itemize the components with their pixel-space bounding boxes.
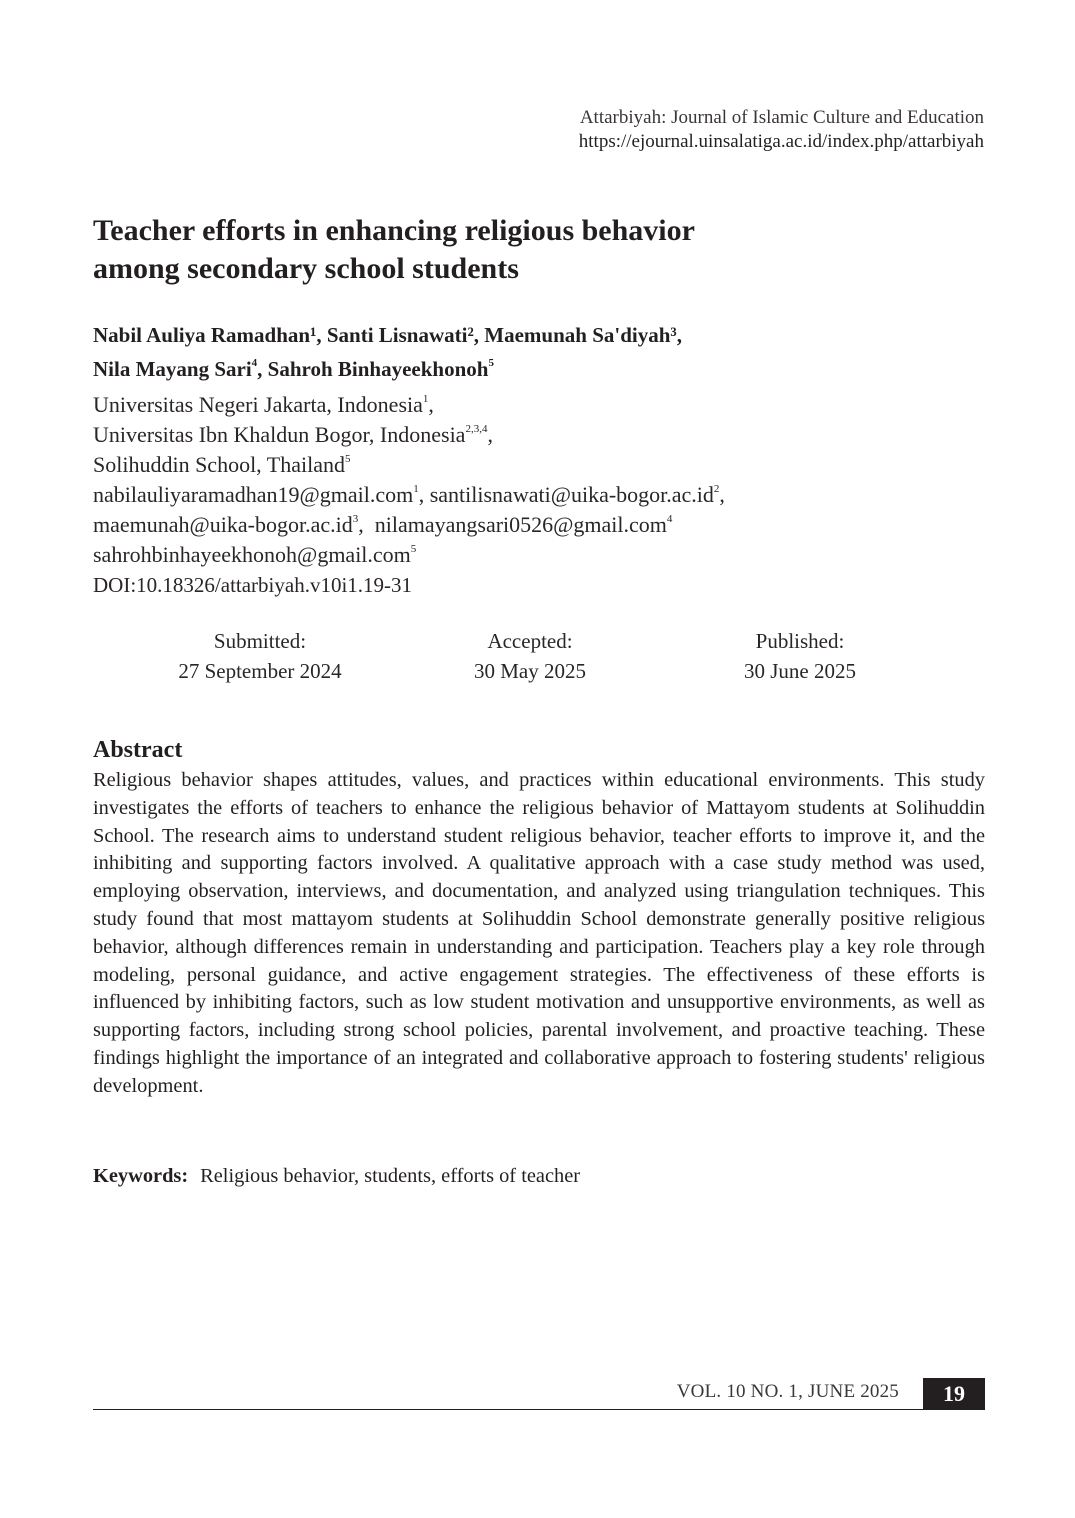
accepted-column bbox=[425, 626, 635, 686]
author-5: Sahroh Binhayeekhonoh bbox=[267, 357, 489, 381]
affiliation-1-text: Universitas Negeri Jakarta, Indonesia bbox=[93, 392, 423, 417]
author-4-mark: 4 bbox=[251, 357, 258, 369]
submitted-column bbox=[95, 626, 425, 686]
page-footer bbox=[93, 1378, 985, 1410]
affiliation-2-mark: 2,3,4 bbox=[465, 422, 488, 435]
email-4[interactable]: , nilamayangsari0526@gmail.com bbox=[358, 512, 667, 537]
affiliation-3-mark: 5 bbox=[344, 452, 351, 465]
email-line-3 bbox=[93, 540, 993, 570]
title-line-2: among secondary school students bbox=[93, 252, 519, 285]
published-column bbox=[635, 626, 965, 686]
affiliation-1-tail: , bbox=[428, 392, 434, 417]
affiliation-1-mark: 1 bbox=[422, 392, 429, 405]
submitted-label: Submitted: bbox=[213, 629, 307, 653]
submitted-date: 27 September 2024 bbox=[178, 659, 342, 683]
journal-name: Attarbiyah: Journal of Islamic Culture and Education bbox=[579, 107, 984, 128]
email-1-mark: 1 bbox=[413, 482, 419, 495]
doi[interactable]: DOI:10.18326/attarbiyah.v10i1.19-31 bbox=[93, 573, 413, 597]
keywords-label: Keywords: bbox=[93, 1165, 189, 1187]
published-label: Published: bbox=[755, 629, 845, 653]
accepted-date: 30 May 2025 bbox=[474, 659, 586, 683]
abstract-text: Religious behavior shapes attitudes, values, and practices within educational environments. This study investigates the efforts of teachers to enhance the religious behavior of Mattayom students at Solihuddin School. The research aims to understand student religious behavior, teacher efforts to improve it, and the inhibiting and supporting factors involved. A qualitative approach with a case study method was used, employing observation, interviews, and documentation, and analyzed using triangulation techniques. This study found that most mattayom students at Solihuddin School demonstrate generally positive religious behavior, although differences remain in understanding and participation. Teachers play a key role through modeling, personal guidance, and active engagement strategies. The effectiveness of these efforts is influenced by inhibiting factors, such as low student motivation and unsupportive environments, as well as supporting factors, including strong school policies, parental involvement, and proactive teaching. These findings highlight the importance of an integrated and collaborative approach to fostering students' religious development. bbox=[93, 769, 985, 1097]
email-3[interactable]: maemunah@uika-bogor.ac.id bbox=[93, 512, 353, 537]
email-5[interactable]: sahrohbinhayeekhonoh@gmail.com bbox=[93, 542, 411, 567]
affiliation-2-tail: , bbox=[487, 422, 493, 447]
article-title bbox=[93, 212, 813, 288]
published-date: 30 June 2025 bbox=[744, 659, 856, 683]
title-line-1: Teacher efforts in enhancing religious behavior bbox=[93, 214, 695, 247]
author-5-mark: 5 bbox=[488, 357, 494, 369]
authors-line-2 bbox=[93, 352, 993, 386]
affiliation-3 bbox=[93, 450, 993, 480]
email-2-tail: , bbox=[719, 482, 725, 507]
email-line-2 bbox=[93, 510, 993, 540]
email-2[interactable]: , santilisnawati@uika-bogor.ac.id bbox=[418, 482, 714, 507]
affiliation-2-text: Universitas Ibn Khaldun Bogor, Indonesia bbox=[93, 422, 466, 447]
email-4-mark: 4 bbox=[666, 512, 673, 525]
accepted-label: Accepted: bbox=[487, 629, 573, 653]
keywords-text: Religious behavior, students, efforts of teacher bbox=[200, 1165, 581, 1187]
volume-info: VOL. 10 NO. 1, JUNE 2025 bbox=[676, 1381, 899, 1402]
affiliation-2 bbox=[93, 420, 993, 450]
email-3-mark: 3 bbox=[352, 512, 359, 525]
email-1[interactable]: nabilauliyaramadhan19@gmail.com bbox=[93, 482, 414, 507]
abstract-heading: Abstract bbox=[93, 737, 183, 763]
affiliation-3-text: Solihuddin School, Thailand bbox=[93, 452, 345, 477]
author-4: Nila Mayang Sari bbox=[93, 357, 252, 381]
journal-url[interactable]: https://ejournal.uinsalatiga.ac.id/index.php/attarbiyah bbox=[578, 131, 984, 152]
email-2-mark: 2 bbox=[713, 482, 720, 495]
email-line-1 bbox=[93, 480, 993, 510]
publication-dates bbox=[95, 626, 985, 686]
page-number: 19 bbox=[923, 1378, 985, 1409]
authors-line-1: Nabil Auliya Ramadhan¹, Santi Lisnawati², Maemunah Sa'diyah³, bbox=[93, 323, 682, 347]
author-list bbox=[93, 318, 993, 386]
affiliations bbox=[93, 390, 993, 600]
affiliation-1 bbox=[93, 390, 993, 420]
journal-header bbox=[579, 106, 984, 154]
email-5-mark: 5 bbox=[410, 542, 417, 555]
keywords bbox=[93, 1162, 580, 1190]
author-separator: , bbox=[257, 357, 268, 381]
